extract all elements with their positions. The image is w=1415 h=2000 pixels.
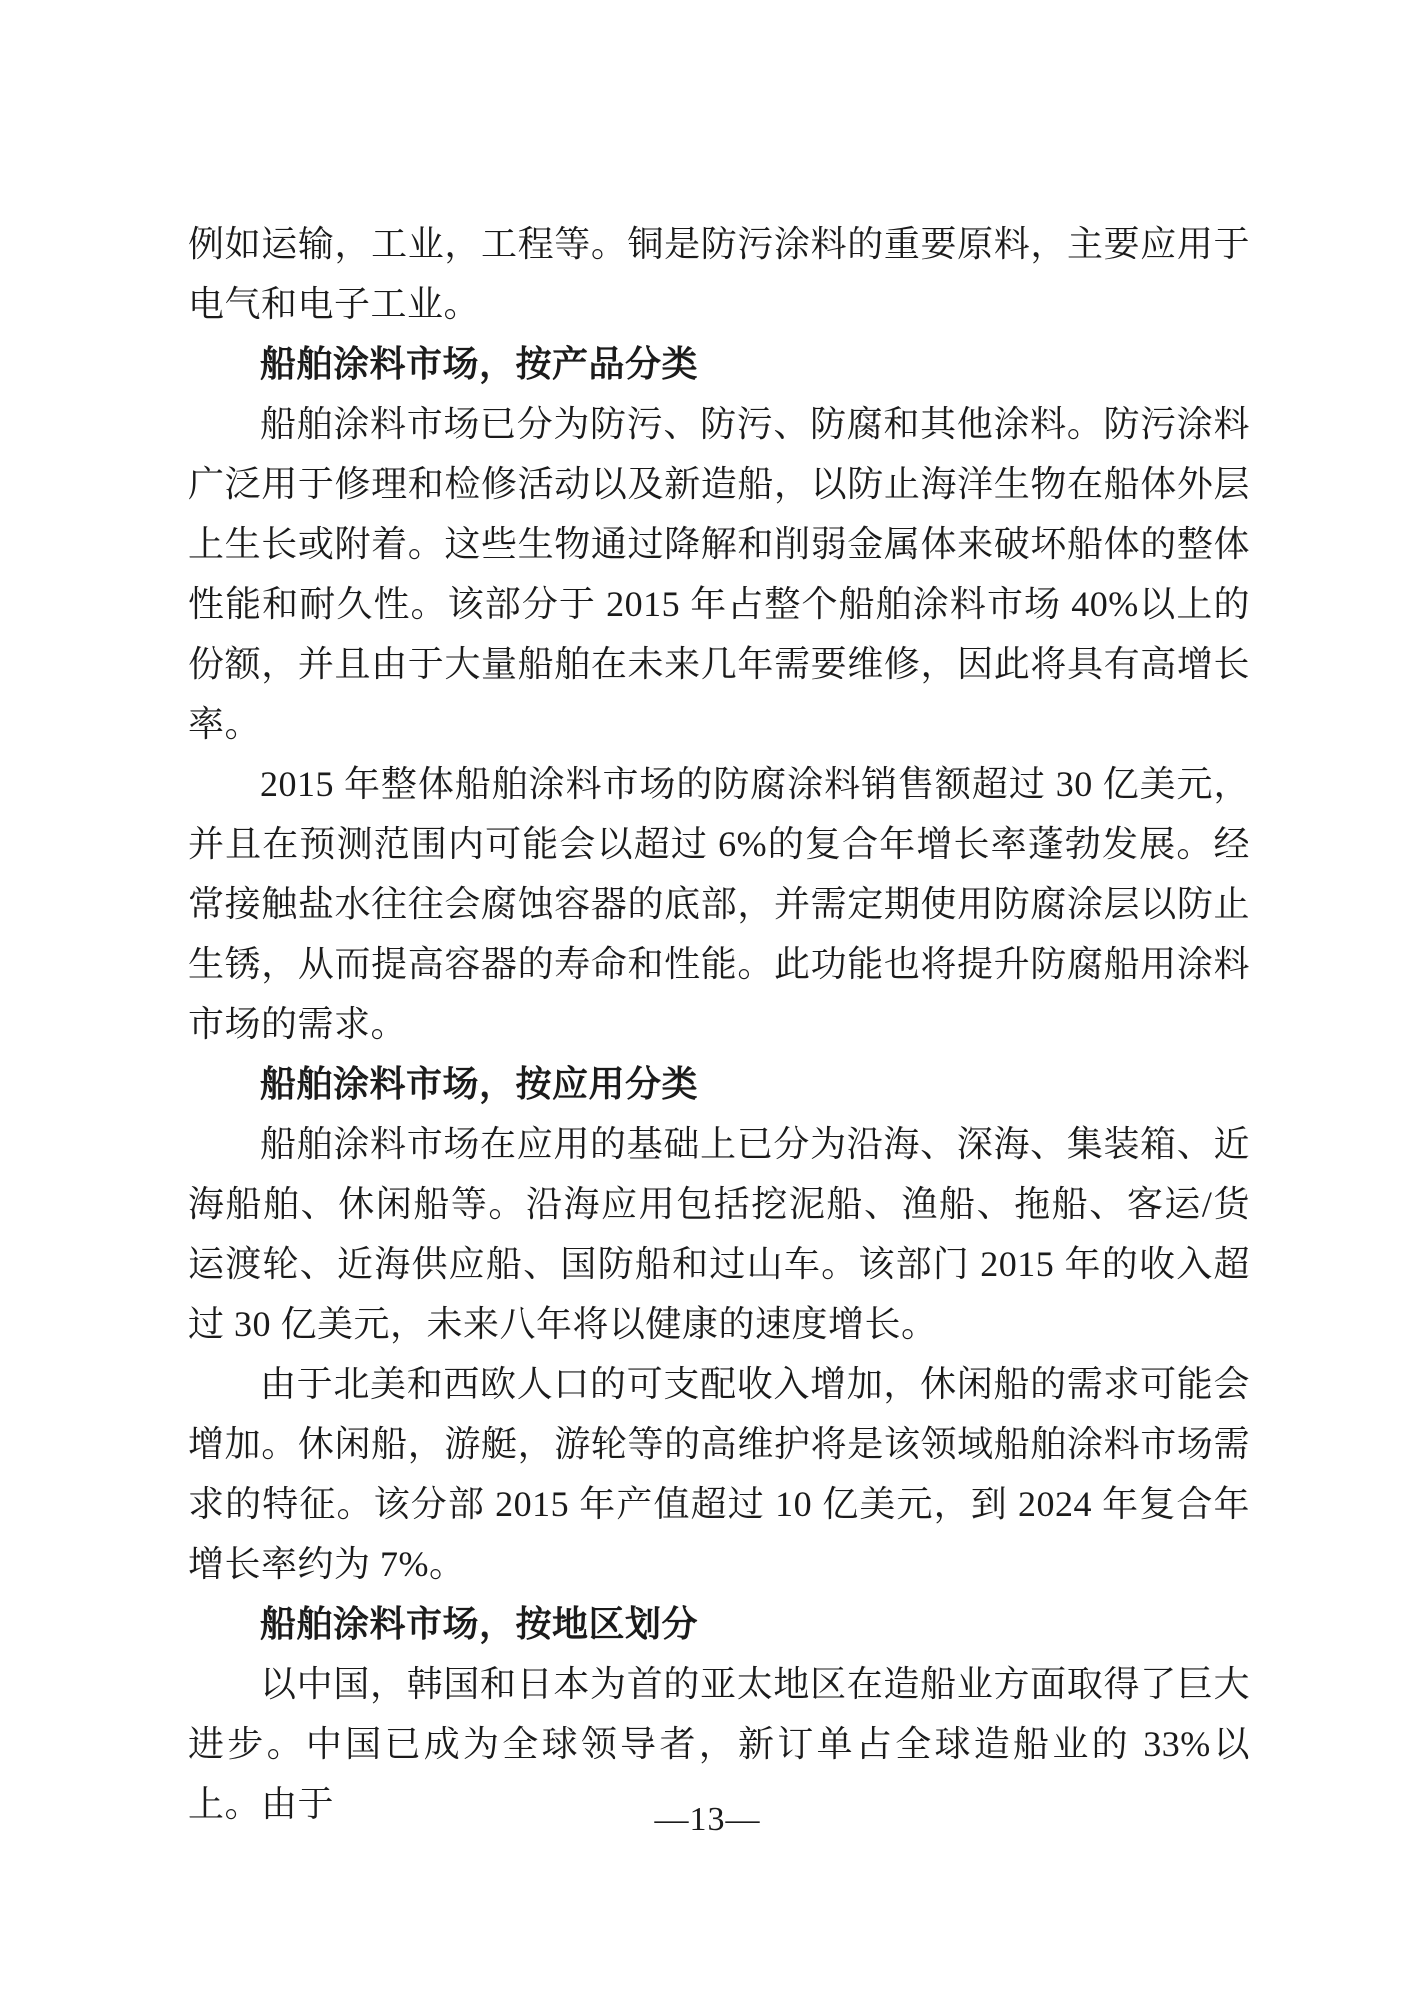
paragraph-by-product-2: 2015 年整体船舶涂料市场的防腐涂料销售额超过 30 亿美元，并且在预测范围内可能会以超过 6%的复合年增长率蓬勃发展。经常接触盐水往往会腐蚀容器的底部，并需定期使用防腐涂层以防止生锈，从而提高容器的寿命和性能。此功能也将提升防腐船用涂料市场的需求。: [188, 764, 1250, 1044]
paragraph-by-region-1: 以中国，韩国和日本为首的亚太地区在造船业方面取得了巨大进步。中国已成为全球领导者，新订单占全球造船业的 33%以上。由于: [188, 1664, 1250, 1824]
paragraph-by-application-1: 船舶涂料市场在应用的基础上已分为沿海、深海、集装箱、近海船舶、休闲船等。沿海应用包括挖泥船、渔船、拖船、客运/货运渡轮、近海供应船、国防船和过山车。该部门 2015 年的收入超过 30 亿美元，未来八年将以健康的速度增长。: [188, 1124, 1250, 1344]
page-number: —13—: [654, 1801, 761, 1838]
section-heading-by-product: 船舶涂料市场，按产品分类: [260, 344, 699, 384]
section-heading-by-region: 船舶涂料市场，按地区划分: [260, 1604, 699, 1644]
page-footer: [0, 1798, 1415, 1842]
section-heading-by-application: 船舶涂料市场，按应用分类: [260, 1064, 699, 1104]
paragraph-by-product-1: 船舶涂料市场已分为防污、防污、防腐和其他涂料。防污涂料广泛用于修理和检修活动以及新造船，以防止海洋生物在船体外层上生长或附着。这些生物通过降解和削弱金属体来破坏船体的整体性能和耐久性。该部分于 2015 年占整个船舶涂料市场 40%以上的份额，并且由于大量船舶在未来几年需要维修，因此将具有高增长率。: [188, 404, 1250, 744]
paragraph-intro-continuation: 例如运输，工业，工程等。铜是防污涂料的重要原料，主要应用于电气和电子工业。: [188, 224, 1250, 324]
paragraph-by-application-2: 由于北美和西欧人口的可支配收入增加，休闲船的需求可能会增加。休闲船，游艇，游轮等的高维护将是该领域船舶涂料市场需求的特征。该分部 2015 年产值超过 10 亿美元，到 2024 年复合年增长率约为 7%。: [188, 1364, 1250, 1584]
document-body: [188, 214, 1250, 1834]
